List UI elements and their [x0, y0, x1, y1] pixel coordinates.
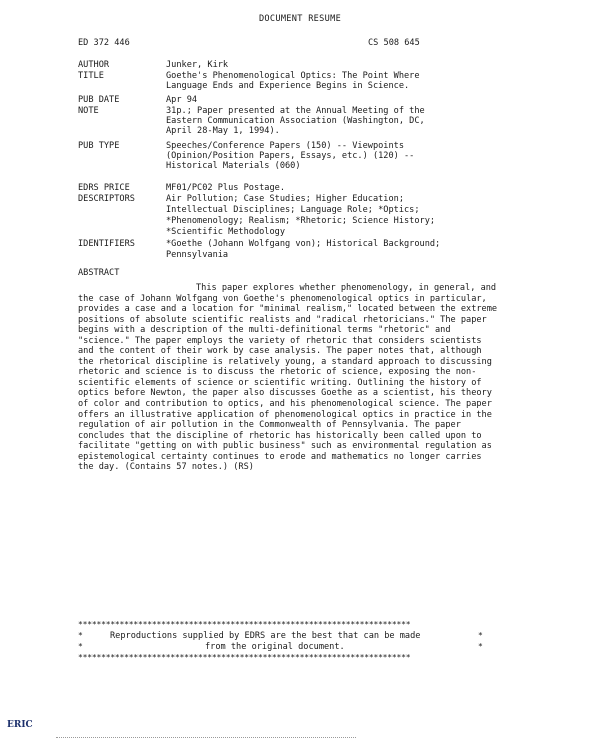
field-label-note: NOTE [78, 106, 99, 116]
cs-number: CS 508 645 [368, 38, 420, 48]
star-left-1: * [78, 631, 83, 640]
star-left-2: * [78, 642, 83, 651]
field-label-pub-type: PUB TYPE [78, 141, 120, 151]
field-value-title-2: Language Ends and Experience Begins in Science. [166, 81, 410, 91]
field-value-pub-date: Apr 94 [166, 95, 198, 105]
field-value-pub-type-2: (Opinion/Position Papers, Essays, etc.) (120) -- [166, 151, 415, 161]
field-value-descriptors-2: Intellectual Disciplines; Language Role; *Optics; [166, 205, 420, 215]
field-label-pub-date: PUB DATE [78, 95, 120, 105]
star-border-bottom: ************************************************************************ [78, 653, 411, 662]
field-value-note-1: 31p.; Paper presented at the Annual Meeting of the [166, 106, 425, 116]
eric-logo-text: ERIC [7, 720, 33, 730]
field-value-edrs-price: MF01/PC02 Plus Postage. [166, 183, 285, 193]
field-value-pub-type-3: Historical Materials (060) [166, 161, 301, 171]
abstract-text: This paper explores whether phenomenology, in general, and the case of Johann Wolfgang von Goethe's phenomenological optics in particular, provides a case and a location for "minimal realism," located between the extreme positions of absolute scientific realists and "radical rhetoricians." The paper begins with a description of the multi-definitional terms "rhetoric" and "science." The paper employs the variety of rhetoric that considers scientists and the content of their work by case analysis. The paper notes that, although the rhetorical discipline is relatively young, a standard approach to discussing rhetoric and science is to discuss the rhetoric of science, exposing the non-scientific elements of science or scientific writing. Outlining the history of optics before Newton, the paper also discusses Goethe as a scientist, his theory of color and contribution to optics, and his phenomenological science. The paper offers an illustrative application of phenomenological optics in practice in the regulation of air pollution in the Commonwealth of Pennsylvania. The paper concludes that the discipline of rhetoric has historically been called upon to facilitate "getting on with public business" such as environmental regulation as epistemological certainty continues to erode and mathematics no longer carries the day. (Contains 57 notes.) (RS) [78, 283, 498, 473]
field-label-descriptors: DESCRIPTORS [78, 194, 135, 204]
document-title: DOCUMENT RESUME [258, 14, 342, 24]
field-label-author: AUTHOR [78, 60, 110, 70]
field-value-descriptors-4: *Scientific Methodology [166, 227, 285, 237]
eric-logo-graphic [6, 710, 33, 734]
field-value-descriptors-1: Air Pollution; Case Studies; Higher Education; [166, 194, 404, 204]
field-value-note-2: Eastern Communication Association (Washington, DC, [166, 116, 425, 126]
eric-logo [6, 710, 33, 734]
field-value-identifiers-2: Pennsylvania [166, 250, 229, 260]
field-label-edrs-price: EDRS PRICE [78, 183, 130, 193]
field-value-note-3: April 28-May 1, 1994). [166, 126, 280, 136]
reproduction-notice-line-2: from the original document. [205, 642, 345, 652]
abstract-label: ABSTRACT [78, 268, 120, 278]
field-value-title-1: Goethe's Phenomenological Optics: The Point Where [166, 71, 420, 81]
ed-number: ED 372 446 [78, 38, 130, 48]
field-value-author: Junker, Kirk [166, 60, 229, 70]
star-right-2: * [478, 642, 483, 651]
field-label-title: TITLE [78, 71, 104, 81]
field-label-identifiers: IDENTIFIERS [78, 239, 135, 249]
star-right-1: * [478, 631, 483, 640]
reproduction-notice-line-1: Reproductions supplied by EDRS are the best that can be made [110, 631, 421, 641]
field-value-descriptors-3: *Phenomenology; Realism; *Rhetoric; Science History; [166, 216, 436, 226]
field-value-pub-type-1: Speeches/Conference Papers (150) -- Viewpoints [166, 141, 404, 151]
field-value-identifiers-1: *Goethe (Johann Wolfgang von); Historical Background; [166, 239, 441, 249]
star-border-top: ************************************************************************ [78, 620, 411, 629]
bottom-rule [56, 737, 356, 738]
